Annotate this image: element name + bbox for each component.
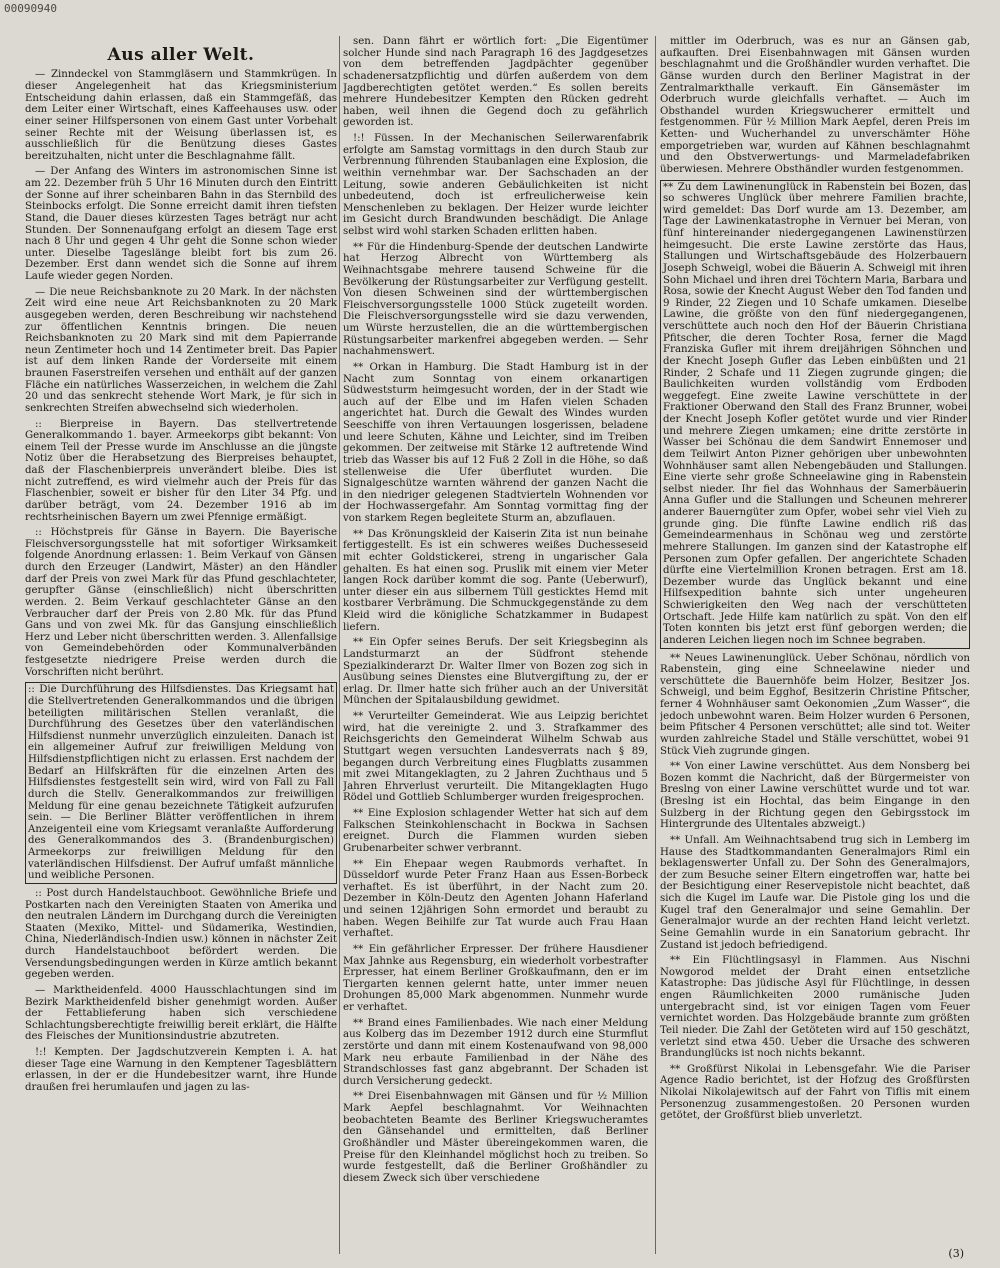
article: ** Eine Explosion schlagender Wetter hat sich auf dem Falkschen Steinkohlenschacht in Bockwa in Sachsen ereignet. Durch die Flammen wurden sieben Grubenarbeiter schwer verbrannt. <box>343 808 648 854</box>
article: ** Großfürst Nikolai in Lebensgefahr. Wie die Pariser Agence Radio berichtet, ist der Hofzug des Großfürsten Nikolai Nikolajewitsch auf der Fahrt von Tiflis mit einem Personenzug zusammengestoßen. 20 Personen wurden getötet, der Großfürst blieb unverletzt. <box>660 1063 970 1122</box>
column-divider-2 <box>655 36 656 1254</box>
column-divider-1 <box>339 36 340 1254</box>
article: ** Zu dem Lawinenunglück in Rabenstein bei Bozen, das so schweres Unglück über mehrere Familien brachte, wird gemeldet: Das Dorf wurde am 13. Dezember, am Tage der Lawinenkatastrophe in Vernuer bei Meran, von fünf hintereinander niedergegangenen Lawinenstürzen heimgesucht. Die erste Lawine zerstörte das Haus, Stallungen und Wirtschaftsgebäude des Holzerbauern Joseph Schweigl, wobei die Bäuerin A. Schweigl mit ihren Sohn Michael und ihren drei Töchtern Maria, Barbara und Rosa, sowie der Knecht August Weber den Tod fanden und 9 Rinder, 22 Ziegen und 10 Schafe umkamen. Dieselbe Lawine, die größte von den fünf niedergegangenen, verschüttete auch noch den Hof der Bäuerin Christiana Pfitscher, die deren Tochter Rosa, ferner die Magd Franziska Gufler mit ihrem dreijährigen Söhnchen und der Knecht Joseph Gufler das Leben einbüßten und 21 Rinder, 2 Schafe und 11 Ziegen zugrunde gingen; die Baulichkeiten wurden vollständig vom Erdboden weggefegt. Eine zweite Lawine verschüttete in der Fraktioner Oberwand den Stall des Franz Brunner, wobei der Knecht Joseph Kofler getötet wurde und vier Rinder und mehrere Ziegen umkamen; eine dritte zerstörte in Wasser bei Schönau die dem Sandwirt Ennemoser und dem Teilwirt Anton Pizner gehörigen uber unbewohnten Wohnhäuser samt allen Nebengebäuden und Stallungen. Eine vierte sehr große Schneelawine ging in Rabenstein selbst nieder. Ihr fiel das Wohnhaus der Samerbäuerin Anna Gufler und die Stallungen und Scheunen mehrerer anderer Bauerngüter zum Opfer, wobei sehr viel Vieh zu grunde ging. Die fünfte Lawine endlich riß das Gemeindearmenhaus in Schönau weg und zerstörte mehrere Stallungen. Im ganzen sind der Katastrophe elf Personen zum Opfer gefallen. Der angerichtete Schaden dürfte eine Viertelmillion Kronen betragen. Erst am 18. Dezember wurde das Unglück bekannt und eine Hilfsexpedition bahnte sich unter ungeheuren Schwierigkeiten den Weg nach der verschütteten Ortschaft. Jede Hilfe kam natürlich zu spät. Von den elf Toten konnten bis jetzt erst fünf geborgen werden; die anderen Leichen liegen noch im Schnee begraben. <box>660 180 970 649</box>
article: ** Ein Ehepaar wegen Raubmords verhaftet. In Düsseldorf wurde Peter Franz Haan aus Essen-Borbeck verhaftet. Es ist überführt, in der Nacht zum 20. Dezember in Köln-Deutz den Agenten Johann Haferland und seinen 12jährigen Sohn ermordet und beraubt zu haben. Wegen Beihilfe zur Tat wurde auch Frau Haan verhaftet. <box>343 858 648 940</box>
article: !:! Kempten. Der Jagdschutzverein Kempten i. A. hat dieser Tage eine Warnung in den Kemptener Tagesblättern erlassen, in der er die Hundebesitzer warnt, ihre Hunde draußen frei herumlaufen und jagen zu las- <box>25 1047 337 1093</box>
article: ** Drei Eisenbahnwagen mit Gänsen und für ½ Million Mark Aepfel beschlagnahmt. Vor Weihnachten beobachteten Beamte des Berliner Kriegswucheramtes den Gänsehandel und ermittelten, daß Berliner Großhändler und Mäster übereingekommen waren, die Preise für den Kleinhandel möglichst hoch zu treiben. So wurde festgestellt, daß die Berliner Großhändler zu diesem Zweck sich über verschiedene <box>343 1091 648 1184</box>
article: ** Unfall. Am Weihnachtsabend trug sich in Lemberg im Hause des Stadtkommandanten Generalmajors Riml ein beklagenswerter Unfall zu. Der Sohn des Generalmajors, der zum Besuche seiner Eltern eingetroffen war, hatte bei der Besichtigung einer Reservepistole nicht beachtet, daß sich die Kugel im Laufe war. Die Pistole ging los und die Kugel traf den Generalmajor und seine Gemahlin. Der Generalmajor wurde an der rechten Hand leicht verletzt. Seine Gemahlin wurde in ein Sanatorium gebracht. Ihr Zustand ist jedoch befriedigend. <box>660 834 970 951</box>
column-2 <box>343 36 648 1251</box>
page-number: (3) <box>948 1247 964 1260</box>
article: — Marktheidenfeld. 4000 Hausschlachtungen sind im Bezirk Marktheidenfeld bisher genehmigt worden. Außer der Fettablieferung haben sich verschiedene Schlachtungsberechtigte freiwillig bereit erklärt, die Hälfte des Fleisches der Munitionsindustrie abzutreten. <box>25 984 337 1043</box>
column-1 <box>25 40 337 1255</box>
article: ** Verurteilter Gemeinderat. Wie aus Leipzig berichtet wird, hat die vereinigte 2. und 3. Strafkammer des Reichsgerichts den Gemeinderat Wilhelm Schwab aus Stuttgart wegen versuchten Landesverrats nach § 89, begangen durch Verbreitung eines Flugblatts zusammen mit zwei Mitangeklagten, zu 2 Jahren Zuchthaus und 5 Jahren Ehrverlust verurteilt. Die Mitangeklagten Hugo Rödel und Gottlieb Schlumberger wurden freigesprochen. <box>343 711 648 804</box>
article: !:! Füssen. In der Mechanischen Seilerwarenfabrik erfolgte am Samstag vormittags in den durch Staub zur Verbrennung führenden Staubanlagen eine Explosion, die weithin vernehmbar war. Der Sachschaden an der Leitung, sowie anderen Gebäulichkeiten ist nicht unbedeutend, doch ist erfreulicherweise kein Menschenleben zu beklagen. Der Heizer wurde leichter im Gesicht durch Brandwunden beschädigt. Die Anlage selbst wird wohl starken Schaden erlitten haben. <box>343 133 648 237</box>
article: ** Für die Hindenburg-Spende der deutschen Landwirte hat Herzog Albrecht von Württemberg als Weihnachtsgabe mehrere tausend Schweine für die Bevölkerung der Rüstungsarbeiter zur Verfügung gestellt. Von diesen Schweinen sind der württembergischen Fleischversorgungsstelle 1000 Stück zugeteilt worden. Die Fleischversorgungsstelle wird sie dazu verwenden, um Würste herzustellen, die an die württembergischen Rüstungsarbeiter markenfrei abgegeben werden. — Sehr nachahmenswert. <box>343 241 648 358</box>
article: — Zinndeckel von Stammgläsern und Stammkrügen. In dieser Angelegenheit hat das Kriegsministerium Entscheidung dahin erlassen, daß ein Stammgefäß, das dem Leiter einer Wirtschaft, eines Kaffeehauses usw. oder einer seiner Hilfspersonen von einem Gast unter Vorbehalt seiner Rechte mit der Weisung überlassen ist, es ausschließlich für die Benützung dieses Gastes bereitzuhalten, nicht unter die Beschlagnahme fällt. <box>25 69 337 162</box>
article: ** Von einer Lawine verschüttet. Aus dem Nonsberg bei Bozen kommt die Nachricht, daß der Bürgermeister von Breslng von einer Lawine verschüttet wurde und tot war. (Breslng ist ein Hochtal, das beim Eingange in den Sulzberg in der Richtung gegen den Gebirgsstock im Hintergrunde des Ultentales abzweigt.) <box>660 761 970 831</box>
article: — Die neue Reichsbanknote zu 20 Mark. In der nächsten Zeit wird eine neue Art Reichsbanknoten zu 20 Mark ausgegeben werden, deren Beschreibung wir nachstehend zur öffentlichen Kenntnis bringen. Die neuen Reichsbanknoten zu 20 Mark sind mit dem Papierrande neun Zentimeter hoch und 14 Zentimeter breit. Das Papier ist auf dem linken Rande der Vorderseite mit einem braunen Faserstreifen versehen und enthält auf der ganzen Fläche ein natürliches Wasserzeichen, in welchem die Zahl 20 und das senkrecht stehende Wort Mark, je für sich in senkrechten Streifen abwechselnd sich wiederholen. <box>25 286 337 414</box>
section-title: Aus aller Welt. <box>107 45 255 65</box>
article: :: Post durch Handelstauchboot. Gewöhnliche Briefe und Postkarten nach den Vereinigten Staaten von Amerika und den neutralen Ländern im Durchgang durch die Vereinigten Staaten (Mexiko, Mittel- und Südamerika, Westindien, China, Niederländisch-Indien usw.) können in nächster Zeit durch Handelstauchboot befördert werden. Die Versendungsbedingungen werden in Kürze amtlich bekannt gegeben werden. <box>25 887 337 981</box>
article: ** Ein Flüchtlingsasyl in Flammen. Aus Nischni Nowgorod meldet der Draht einen entsetzliche Katastrophe: Das jüdische Asyl für Flüchtlinge, in dessen engen Räumlichkeiten 2000 rumänische Juden untergebracht sind, ist vor einigen Tagen vom Feuer vernichtet worden. Das Holzgebäude brannte zum größten Teil nieder. Die Zahl der Getöteten wird auf 150 geschätzt, verletzt sind etwa 450. Ueber die Ursache des schweren Brandunglücks ist noch nichts bekannt. <box>660 955 970 1060</box>
page-id-label: 00090940 <box>4 2 57 15</box>
article: ** Neues Lawinenunglück. Ueber Schönau, nördlich von Rabenstein, ging eine Schneelawine nieder und verschüttete die Bauernhöfe beim Holzer, Besitzer Jos. Schweigl, und beim Egghof, Besitzerin Christine Pfitscher, ferner 4 Wohnhäuser samt Oekonomien „Zum Wasser“, die jedoch unbewohnt waren. Beim Holzer wurden 6 Personen, beim Pfitscher 4 Personen verschüttet; alle sind tot. Weiter wurden zahlreiche Stadel und Ställe verschüttet, wobei 91 Stück Vieh zugrunde gingen. <box>660 652 970 757</box>
article: :: Die Durchführung des Hilfsdienstes. Das Kriegsamt hat die Stellvertretenden Generalkommandos und die übrigen beteiligten militärischen Stellen veranlaßt, die Durchführung des Gesetzes über den vaterländischen Hilfsdienst nunmehr unverzüglich einzuleiten. Danach ist ein allgemeiner Aufruf zur freiwilligen Meldung von Hilfsdienstpflichtigen nicht zu erlassen. Erst nachdem der Bedarf an Hilfskräften für die einzelnen Arten des Hilfsdienstes festgestellt sein wird, wird von Fall zu Fall durch die Stellv. Generalkommandos zur freiwilligen Meldung für eine genau bezeichnete Tätigkeit aufzurufen sein. — Die Berliner Blätter veröffentlichen in ihrem Anzeigenteil eine vom Kriegsamt veranlaßte Aufforderung des Generalkommandos des 3. (Brandenburgischen) Armeekorps zur freiwilligen Meldung für den vaterländischen Hilfsdienst. Der Aufruf umfaßt männliche und weibliche Personen. <box>25 682 337 884</box>
column-3 <box>660 36 970 1251</box>
article: mittler im Oderbruch, was es nur an Gänsen gab, aufkauften. Drei Eisenbahnwagen mit Gänsen wurden beschlagnahmt und die Großhändler wurden verhaftet. Die Gänse wurden durch den Berliner Magistrat in der Zentralmarkthalle verkauft. Ein Gänsemäster im Oderbruch wurde gleichfalls verhaftet. — Auch im Obsthandel wurden Kriegswucherer ermittelt und festgenommen. Für ½ Million Mark Aepfel, deren Preis im Ketten- und Wucherhandel zu unverschämter Höhe emporgetrieben war, wurden auf Kähnen beschlagnahmt und den Obstverwertungs- und Marmeladefabriken überwiesen. Mehrere Obsthändler wurden festgenommen. <box>660 36 970 175</box>
article: — Der Anfang des Winters im astronomischen Sinne ist am 22. Dezember früh 5 Uhr 16 Minuten durch den Eintritt der Sonne auf ihrer scheinbaren Bahn in das Sternbild des Steinbocks erfolgt. Die Sonne erreicht damit ihren tiefsten Stand, die Dauer dieses kürzesten Tages beträgt nur acht Stunden. Der Sonnenaufgang erfolgt an diesem Tage erst nach 8 Uhr und gegen 4 Uhr geht die Sonne schon wieder unter. Dieselbe Tageslänge bleibt fort bis zum 26. Dezember. Erst dann wendet sich die Sonne auf ihrem Laufe wieder gegen Norden. <box>25 166 337 282</box>
article: sen. Dann fährt er wörtlich fort: „Die Eigentümer solcher Hunde sind nach Paragraph 16 des Jagdgesetzes von dem betreffenden Jagdpächter gegenüber schadenersatzpflichtig und dürfen außerdem von dem Jagdberechtigten getötet werden.“ Es sollen bereits mehrere Hundebesitzer Kempten den Rücken gedreht haben, weil ihnen die Gegend doch zu gefährlich geworden ist. <box>343 36 648 129</box>
article: ** Orkan in Hamburg. Die Stadt Hamburg ist in der Nacht zum Sonntag von einem orkanartigen Südweststurm heimgesucht worden, der in der Stadt wie auch auf der Elbe und im Hafen vielen Schaden angerichtet hat. Durch die Gewalt des Windes wurden Seeschiffe von ihren Vertauungen losgerissen, beladene und leere Schuten, Kähne und Leichter, sind im Treiben gekommen. Der zeitweise mit Stärke 12 auftretende Wind trieb das Wasser bis auf 12 Fuß 2 Zoll in die Höhe, so daß stellenweise die Ufer überflutet wurden. Die Signalgeschütze warnten während der ganzen Nacht die in den niedriger gelegenen Stadtvierteln Wohnenden vor der Hochwassergefahr. Am Sonntag vormittag fing der von starkem Regen begleitete Sturm an, abzuflauen. <box>343 361 648 524</box>
article: :: Höchstpreis für Gänse in Bayern. Die Bayerische Fleischversorgungsstelle hat mit sofortiger Wirksamkeit folgende Anordnung erlassen: 1. Beim Verkauf von Gänsen durch den Erzeuger (Landwirt, Mäster) an den Händler darf der Preis von zwei Mark für das Pfund geschlachteter, gerupfter Gänse (einschließlich) nicht überschritten werden. 2. Beim Verkauf geschlachteter Gänse an den Verbraucher darf der Preis von 2.80 Mk. für das Pfund Gans und von zwei Mk. für das Gansjung einschließlich Herz und Leber nicht überschritten werden. 3. Allenfallsige von Gemeindebehörden oder Kommunalverbänden festgesetzte niedrigere Preise werden durch die Vorschriften nicht berührt. <box>25 527 337 678</box>
article: ** Das Krönungskleid der Kaiserin Zita ist nun beinahe fertiggestellt. Es ist ein schweres weißes Duchesseseid mit echter Goldstickerei, streng in ungarischer Gala gehalten. Es hat einen sog. Pruslik mit einem vier Meter langen Rock darüber kommt die sog. Pante (Ueberwurf), unter dieser ein aus silbernem Tüll gesticktes Hemd mit kostbarer Verbrämung. Die Schmuckgegenstände zu dem Kleid wird die königliche Schatzkammer in Budapest liefern. <box>343 528 648 633</box>
article: :: Bierpreise in Bayern. Das stellvertretende Generalkommando 1. bayer. Armeekorps gibt bekannt: Von einem Teil der Presse wurde im Anschlusse an die jüngste Notiz über die Herabsetzung des Bierpreises behauptet, daß der Flaschenbierpreis unverändert bleibe. Dies ist nicht zutreffend, es wird vielmehr auch der Preis für das Flaschenbier, soweit er bisher für den Liter 34 Pfg. und darüber beträgt, vom 24. Dezember 1916 ab im rechtsrheinischen Bayern um zwei Pfennige ermäßigt. <box>25 418 337 523</box>
article: ** Ein gefährlicher Erpresser. Der frühere Hausdiener Max Jahnke aus Regensburg, ein wiederholt vorbestrafter Erpresser, hat einem Berliner Großkaufmann, den er im Tiergarten kennen gelernt hatte, unter immer neuen Drohungen 85,000 Mark abgenommen. Nunmehr wurde er verhaftet. <box>343 943 648 1013</box>
article: ** Ein Opfer seines Berufs. Der seit Kriegsbeginn als Landsturmarzt an der Südfront stehende Spezialkinderarzt Dr. Walter Ilmer von Bozen zog sich in Ausübung seines Dienstes eine Blutvergiftung zu, der er erlag. Dr. Ilmer hatte sich früher auch an der Universität München der Spitalausbildung gewidmet. <box>343 637 648 707</box>
article: ** Brand eines Familienbades. Wie nach einer Meldung aus Kolberg das im Dezember 1912 durch eine Sturmflut zerstörte und dann mit einem Kostenaufwand von 98,000 Mark neu erbaute Familienbad in der Nähe des Strandschlosses fast ganz abgebrannt. Der Schaden ist durch Versicherung gedeckt. <box>343 1017 648 1087</box>
